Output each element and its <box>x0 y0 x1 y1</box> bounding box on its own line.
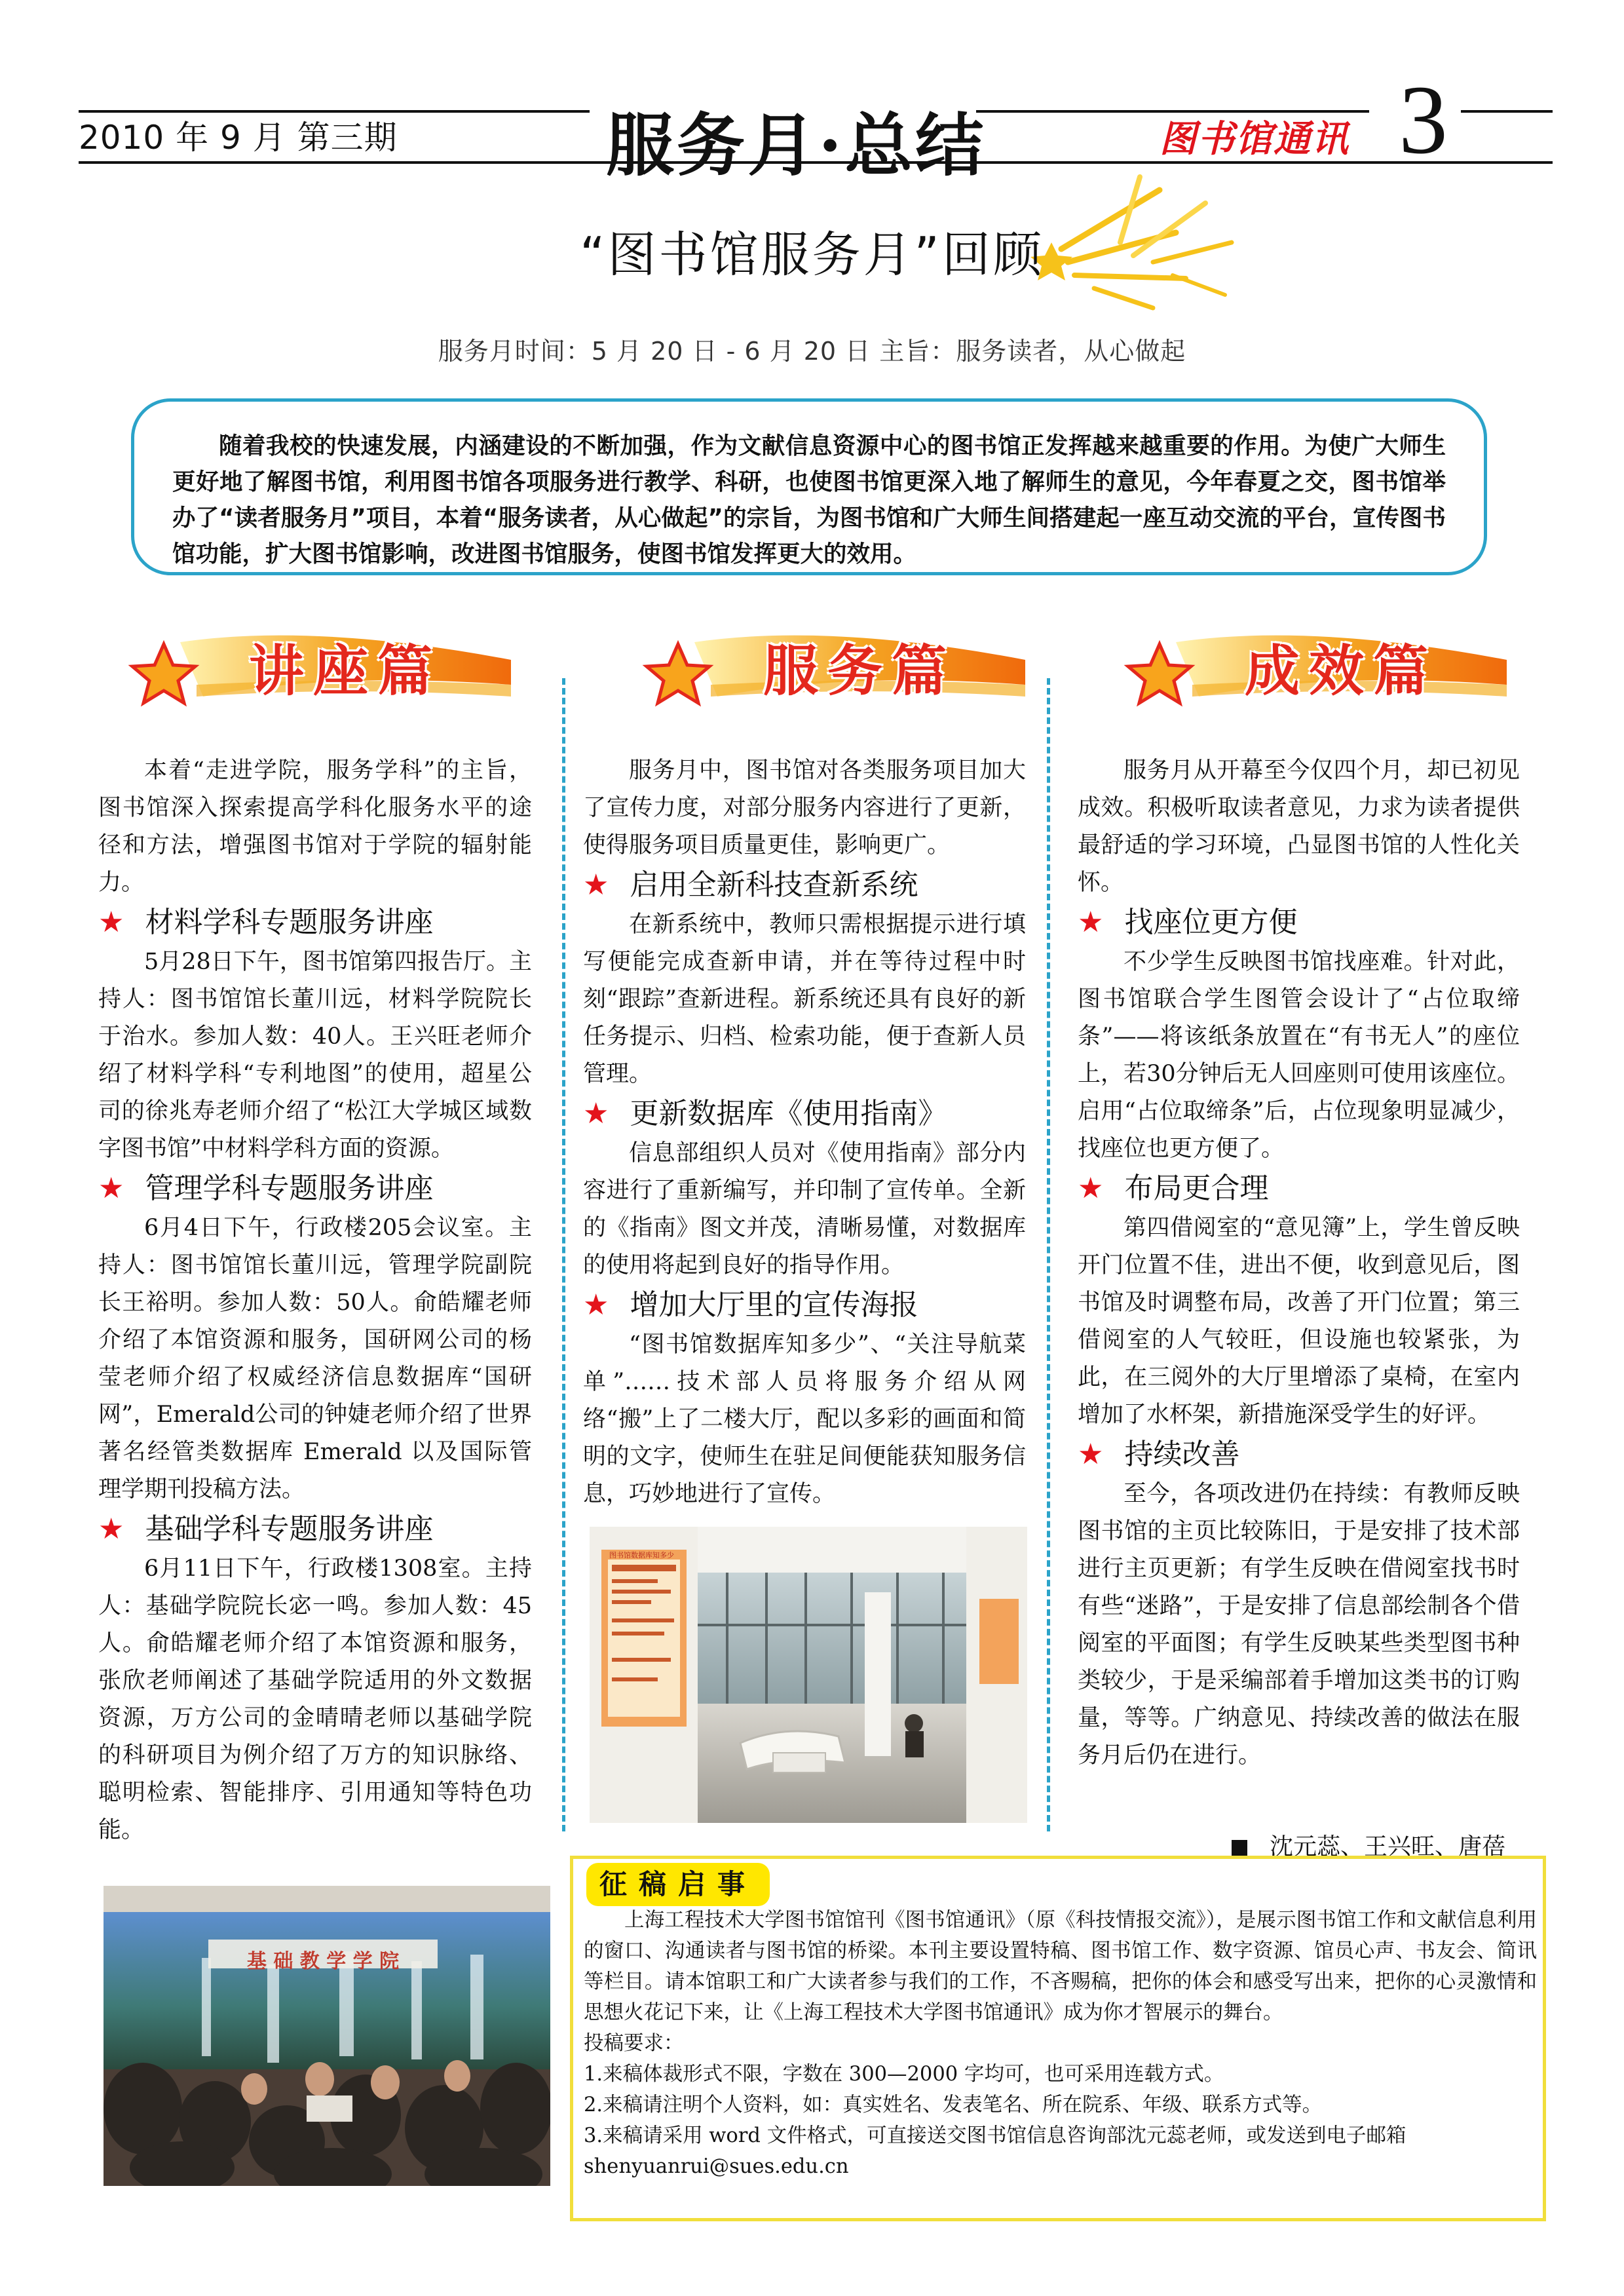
banner-result-title: 成效篇 <box>1245 639 1438 703</box>
column-lecture <box>98 752 532 1849</box>
star-icon: ★ <box>583 868 609 902</box>
cfp-email[interactable]: shenyuanrui@sues.edu.cn <box>584 2155 849 2178</box>
intro-text: 随着我校的快速发展，内涵建设的不断加强，作为文献信息资源中心的图书馆正发挥越来越重要的作用。为使广大师生更好地了解图书馆，利用图书馆各项服务进行教学、科研，也使图书馆更深入地了解师生的意见，今年春夏之交，图书馆举办了“读者服务月”项目，本着“服务读者，从心做起”的宗旨，为图书馆和广大师生间搭建起一座互动交流的平台，宣传图书馆功能，扩大图书馆影响，改进图书馆服务，使图书馆发挥更大的效用。 <box>172 432 1446 567</box>
column-divider-right <box>1047 678 1050 1831</box>
cfp-requirement-3: 3.来稿请采用 word 文件格式，可直接送交图书馆信息咨询部沈元蕊老师，或发送到电子邮箱 <box>584 2124 1407 2147</box>
star-icon: ★ <box>98 906 124 939</box>
lecture-heading-3: ★ 基础学科专题服务讲座 <box>98 1512 434 1546</box>
result-heading-3: ★ 持续改善 <box>1078 1438 1240 1471</box>
service-intro: 服务月中，图书馆对各类服务项目加大了宣传力度，对部分服务内容进行了更新，使得服务项目质量更佳，影响更广。 <box>583 757 1026 858</box>
call-for-papers-body <box>584 1905 1537 2182</box>
lecture-paragraph-2: 6月4日下午，行政楼205会议室。主持人：图书馆馆长董川远，管理学院副院长王裕明。参加人数：50人。俞皓耀老师介绍了本馆资源和服务，国研网公司的杨莹老师介绍了权威经济信息数据库“国研网”，Emerald公司的钟婕老师介绍了世界著名经管类数据库 Emerald 以及国际管理学期刊投稿方法。 <box>98 1215 532 1502</box>
service-paragraph-2: 信息部组织人员对《使用指南》部分内容进行了重新编写，并印制了宣传单。全新的《指南》图文并茂，清晰易懂，对数据库的使用将起到良好的指导作用。 <box>583 1140 1026 1278</box>
result-heading-1: ★ 找座位更方便 <box>1078 906 1298 939</box>
intro-box <box>131 398 1487 575</box>
lecture-heading-2: ★ 管理学科专题服务讲座 <box>98 1172 434 1205</box>
star-icon: ★ <box>98 1512 124 1546</box>
call-for-papers-box <box>570 1856 1546 2221</box>
star-icon: ★ <box>98 1172 124 1205</box>
article-title: “图书馆服务月”回顾 <box>580 227 1044 283</box>
banner-result <box>1114 619 1520 724</box>
banner-service-title: 服务篇 <box>763 639 956 703</box>
column-result <box>1078 752 1520 1774</box>
photo-library-hall <box>590 1527 1027 1823</box>
service-heading-3: ★ 增加大厅里的宣传海报 <box>583 1288 918 1322</box>
cfp-requirement-2: 2.来稿请注明个人资料，如：真实姓名、发表笔名、所在院系、年级、联系方式等。 <box>584 2094 1323 2116</box>
lecture-intro: 本着“走进学院，服务学科”的主旨，图书馆深入探索提高学科化服务水平的途径和方法，增强图书馆对于学院的辐射能力。 <box>98 757 532 896</box>
section-title: 服务月·总结 <box>606 105 987 185</box>
article-subtitle: 服务月时间：5 月 20 日 - 6 月 20 日 主旨：服务读者，从心做起 <box>438 337 1186 366</box>
hall-poster-label: 图书馆数据库知多少 <box>609 1551 674 1559</box>
banner-lecture <box>118 619 524 724</box>
lecture-wall-sign: 基 础 教 学 学 院 <box>246 1950 400 1973</box>
square-bullet-icon <box>1232 1840 1247 1856</box>
service-paragraph-3: “图书馆数据库知多少”、“关注导航菜单”……技术部人员将服务介绍从网络“搬”上了二楼大厅，配以多彩的画面和简明的文字，使师生在驻足间便能获知服务信息，巧妙地进行了宣传。 <box>583 1331 1026 1507</box>
star-icon: ★ <box>1078 1438 1104 1471</box>
lecture-heading-1: ★ 材料学科专题服务讲座 <box>98 906 434 939</box>
service-heading-2: ★ 更新数据库《使用指南》 <box>583 1097 947 1130</box>
cfp-requirements-label: 投稿要求： <box>584 2032 684 2055</box>
lecture-paragraph-1: 5月28日下午，图书馆第四报告厅。主持人：图书馆馆长董川远，材料学院院长于治水。参加人数：40人。王兴旺老师介绍了材料学科“专利地图”的使用，超星公司的徐兆寿老师介绍了“松江大学城区域数字图书馆”中材料学科方面的资源。 <box>98 949 532 1162</box>
header-rule-top-far <box>1461 110 1553 113</box>
call-for-papers-title: 征稿启事 <box>586 1863 770 1906</box>
service-paragraph-1: 在新系统中，教师只需根据提示进行填写便能完成查新申请，并在等待过程中时刻“跟踪”查新进程。新系统还具有良好的新任务提示、归档、检索功能，便于查新人员管理。 <box>583 911 1026 1087</box>
banner-service <box>632 619 1038 724</box>
banner-lecture-title: 讲座篇 <box>249 639 442 703</box>
result-paragraph-3: 至今，各项改进仍在持续：有教师反映图书馆的主页比较陈旧，于是安排了技术部进行主页更新；有学生反映在借阅室找书时有些“迷路”，于是安排了信息部绘制各个借阅室的平面图；有学生反映某些类型图书种类较少，于是采编部着手增加这类书的订购量，等等。广纳意见、持续改善的做法在服务月后仍在进行。 <box>1078 1481 1520 1769</box>
issue-date: 2010 年 9 月 第三期 <box>79 119 398 157</box>
page-number: 3 <box>1399 66 1448 174</box>
star-icon: ★ <box>1078 1172 1104 1205</box>
result-heading-2: ★ 布局更合理 <box>1078 1172 1269 1205</box>
result-paragraph-2: 第四借阅室的“意见簿”上，学生曾反映开门位置不佳，进出不便，收到意见后，图书馆及时调整布局，改善了开门位置；第三借阅室的人气较旺，但设施也较紧张，为此，在三阅外的大厅里增添了桌椅，在室内增加了水杯架，新措施深受学生的好评。 <box>1078 1215 1520 1428</box>
lecture-paragraph-3: 6月11日下午，行政楼1308室。主持人：基础学院院长宓一鸣。参加人数：45人。俞皓耀老师介绍了本馆资源和服务，张欣老师阐述了基础学院适用的外文数据资源，万方公司的金晴晴老师以基础学院的科研项目为例介绍了万方的知识脉络、聪明检索、智能排序、引用通知等特色功能。 <box>98 1556 532 1843</box>
cfp-paragraph: 上海工程技术大学图书馆馆刊《图书馆通讯》（原《科技情报交流》），是展示图书馆工作和文献信息利用的窗口、沟通读者与图书馆的桥梁。本刊主要设置特稿、图书馆工作、数字资源、馆员心声、书友会、简讯等栏目。请本馆职工和广大读者参与我们的工作，不吝赐稿，把你的体会和感受写出来，把你的心灵激情和思想火花记下来，让《上海工程技术大学图书馆通讯》成为你才智展示的舞台。 <box>584 1909 1537 2024</box>
star-icon: ★ <box>1078 906 1104 939</box>
photo-lecture <box>104 1886 550 2186</box>
result-intro: 服务月从开幕至今仅四个月，却已初见成效。积极听取读者意见，力求为读者提供最舒适的学习环境，凸显图书馆的人性化关怀。 <box>1078 757 1520 896</box>
service-heading-1: ★ 启用全新科技查新系统 <box>583 868 918 902</box>
column-divider-left <box>562 678 565 1831</box>
star-icon: ★ <box>583 1288 609 1322</box>
column-service <box>583 752 1026 1513</box>
cfp-requirement-1: 1.来稿体裁形式不限，字数在 300—2000 字均可，也可采用连载方式。 <box>584 2063 1224 2086</box>
author-credit: 沈元蕊、王兴旺、唐蓓 <box>1232 1828 1505 1862</box>
masthead: 图书馆通讯 <box>1160 118 1350 161</box>
result-paragraph-1: 不少学生反映图书馆找座难。针对此，图书馆联合学生图管会设计了“占位取缔条”——将该纸条放置在“有书无人”的座位上，若30分钟后无人回座则可使用该座位。启用“占位取缔条”后，占位现象明显减少，找座位也更方便了。 <box>1078 949 1520 1162</box>
star-icon: ★ <box>583 1097 609 1130</box>
